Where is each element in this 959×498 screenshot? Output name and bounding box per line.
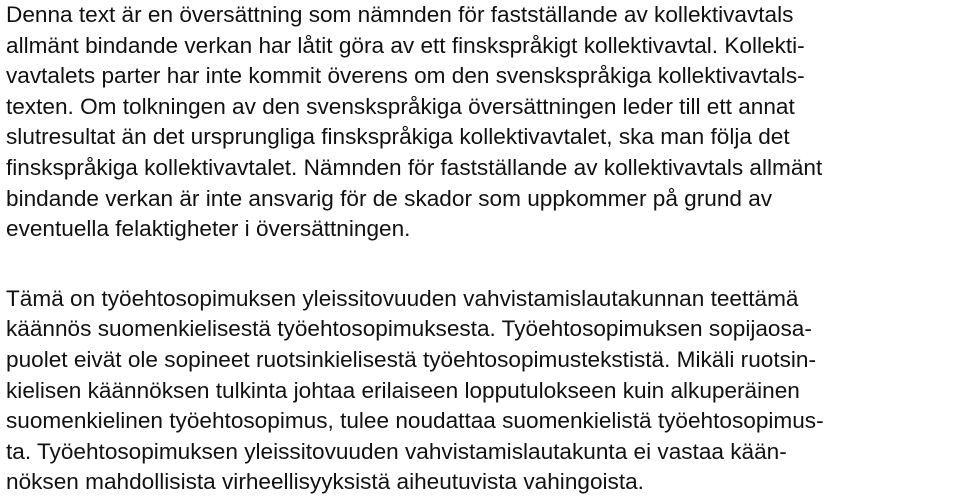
paragraph-spacer — [6, 245, 956, 284]
document-page — [6, 0, 956, 498]
text-line: puolet eivät ole sopineet ruotsinkielisestä työehtosopimustekstistä. Mikäli ruotsin- — [6, 346, 817, 372]
text-line: slutresultat än det ursprungliga finskspråkiga kollektivavtalet, ska man följa det — [6, 124, 790, 150]
swedish-disclaimer-paragraph — [6, 0, 956, 245]
text-line: eventuella felaktigheter i översättningen. — [6, 216, 411, 242]
text-line: allmänt bindande verkan har låtit göra av ett finskspråkigt kollektivavtal. Kollekti- — [6, 32, 805, 58]
text-line: käännös suomenkielisestä työehtosopimuksesta. Työehtosopimuksen sopijaosa- — [6, 316, 812, 342]
text-line: kielisen käännöksen tulkinta johtaa erilaiseen lopputulokseen kuin alkuperäinen — [6, 377, 800, 403]
text-line: nöksen mahdollisista virheellisyyksistä aiheutuvista vahingoista. — [6, 469, 644, 495]
text-line: Tämä on työehtosopimuksen yleissitovuuden vahvistamislautakunnan teettämä — [6, 285, 799, 311]
text-line: ta. Työehtosopimuksen yleissitovuuden vahvistamislautakunta ei vastaa kään- — [6, 438, 787, 464]
text-line: vavtalets parter har inte kommit överens om den svenskspråkiga kollektivavtals- — [6, 63, 805, 89]
text-line: finskspråkiga kollektivavtalet. Nämnden för fastställande av kollektivavtals allmänt — [6, 154, 823, 180]
text-line: Denna text är en översättning som nämnden för fastställande av kollektivavtals — [6, 2, 794, 27]
text-line: suomenkielinen työehtosopimus, tulee noudattaa suomenkielistä työehtosopimus- — [6, 408, 824, 434]
text-line: bindande verkan är inte ansvarig för de skador som uppkommer på grund av — [6, 185, 773, 211]
finnish-disclaimer-paragraph — [6, 284, 956, 498]
text-line: texten. Om tolkningen av den svenskspråkiga översättningen leder till ett annat — [6, 93, 795, 119]
